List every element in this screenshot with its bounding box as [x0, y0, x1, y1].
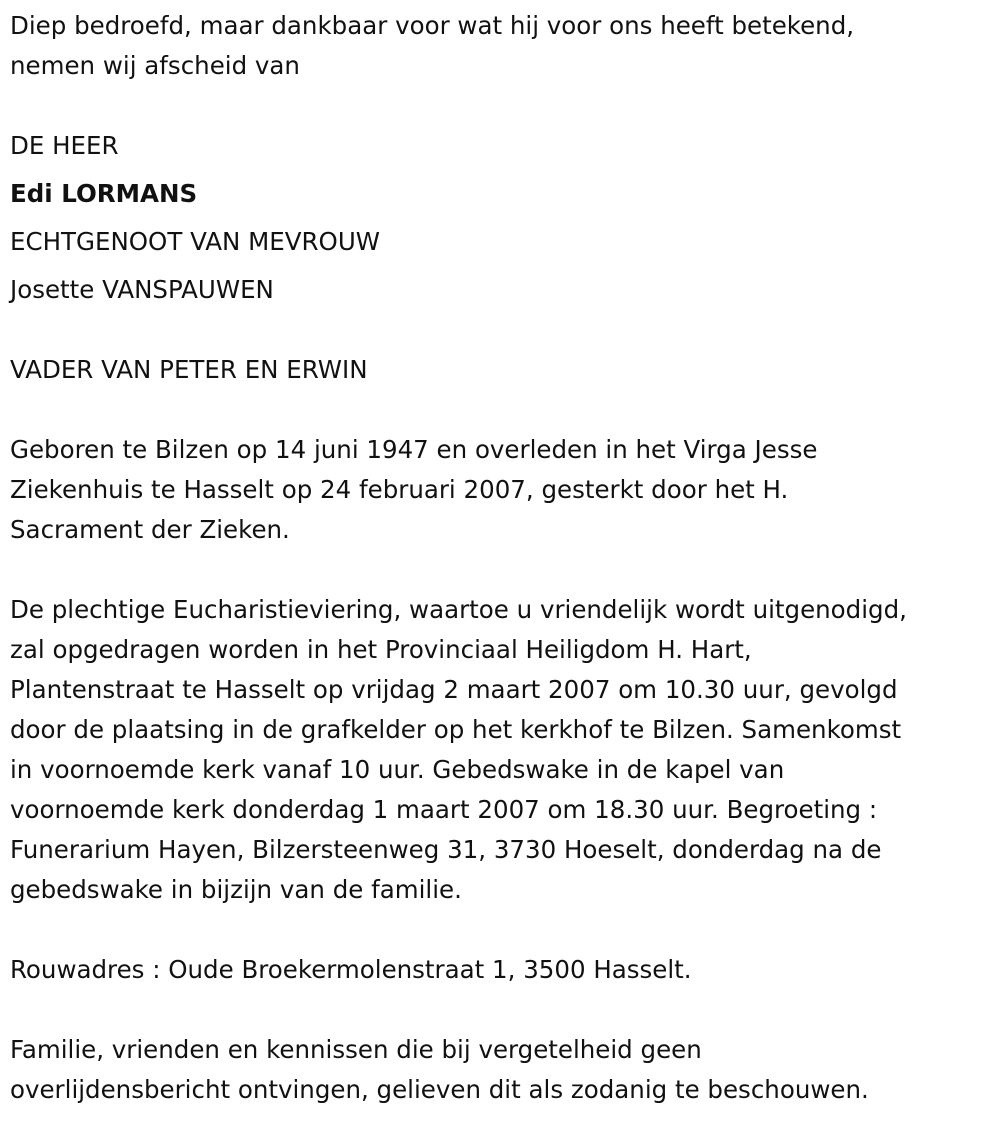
- family-note-paragraph: [10, 1030, 990, 1110]
- honorific-title: DE HEER: [10, 131, 119, 160]
- mourning-address: Rouwadres : Oude Broekermolenstraat 1, 3500 Hasselt.: [10, 955, 692, 984]
- birth-death-paragraph: [10, 430, 990, 550]
- family-line: overlijdensbericht ontvingen, gelieven dit als zodanig te beschouwen.: [10, 1075, 869, 1104]
- ceremony-line: door de plaatsing in de grafkelder op het kerkhof te Bilzen. Samenkomst: [10, 715, 902, 744]
- father-of-line: VADER VAN PETER EN ERWIN: [10, 355, 368, 384]
- birth-line: Ziekenhuis te Hasselt op 24 februari 2007, gesterkt door het H.: [10, 475, 789, 504]
- ceremony-line: zal opgedragen worden in het Provinciaal Heiligdom H. Hart,: [10, 635, 752, 664]
- spouse-label: ECHTGENOOT VAN MEVROUW: [10, 227, 381, 256]
- spouse-name: Josette VANSPAUWEN: [10, 275, 274, 304]
- ceremony-line: De plechtige Eucharistieviering, waartoe u vriendelijk wordt uitgenodigd,: [10, 595, 907, 624]
- intro-paragraph: [10, 6, 990, 86]
- intro-line: Diep bedroefd, maar dankbaar voor wat hij voor ons heeft betekend,: [10, 11, 855, 40]
- intro-line: nemen wij afscheid van: [10, 51, 300, 80]
- ceremony-line: gebedswake in bijzijn van de familie.: [10, 875, 462, 904]
- ceremony-line: voornoemde kerk donderdag 1 maart 2007 om 18.30 uur. Begroeting :: [10, 795, 878, 824]
- ceremony-line: Funerarium Hayen, Bilzersteenweg 31, 3730 Hoeselt, donderdag na de: [10, 835, 882, 864]
- birth-line: Sacrament der Zieken.: [10, 515, 290, 544]
- ceremony-line: Plantenstraat te Hasselt op vrijdag 2 maart 2007 om 10.30 uur, gevolgd: [10, 675, 898, 704]
- deceased-name: Edi LORMANS: [10, 179, 198, 208]
- ceremony-line: in voornoemde kerk vanaf 10 uur. Gebedswake in de kapel van: [10, 755, 785, 784]
- ceremony-paragraph: [10, 590, 995, 910]
- birth-line: Geboren te Bilzen op 14 juni 1947 en overleden in het Virga Jesse: [10, 435, 818, 464]
- family-line: Familie, vrienden en kennissen die bij vergetelheid geen: [10, 1035, 702, 1064]
